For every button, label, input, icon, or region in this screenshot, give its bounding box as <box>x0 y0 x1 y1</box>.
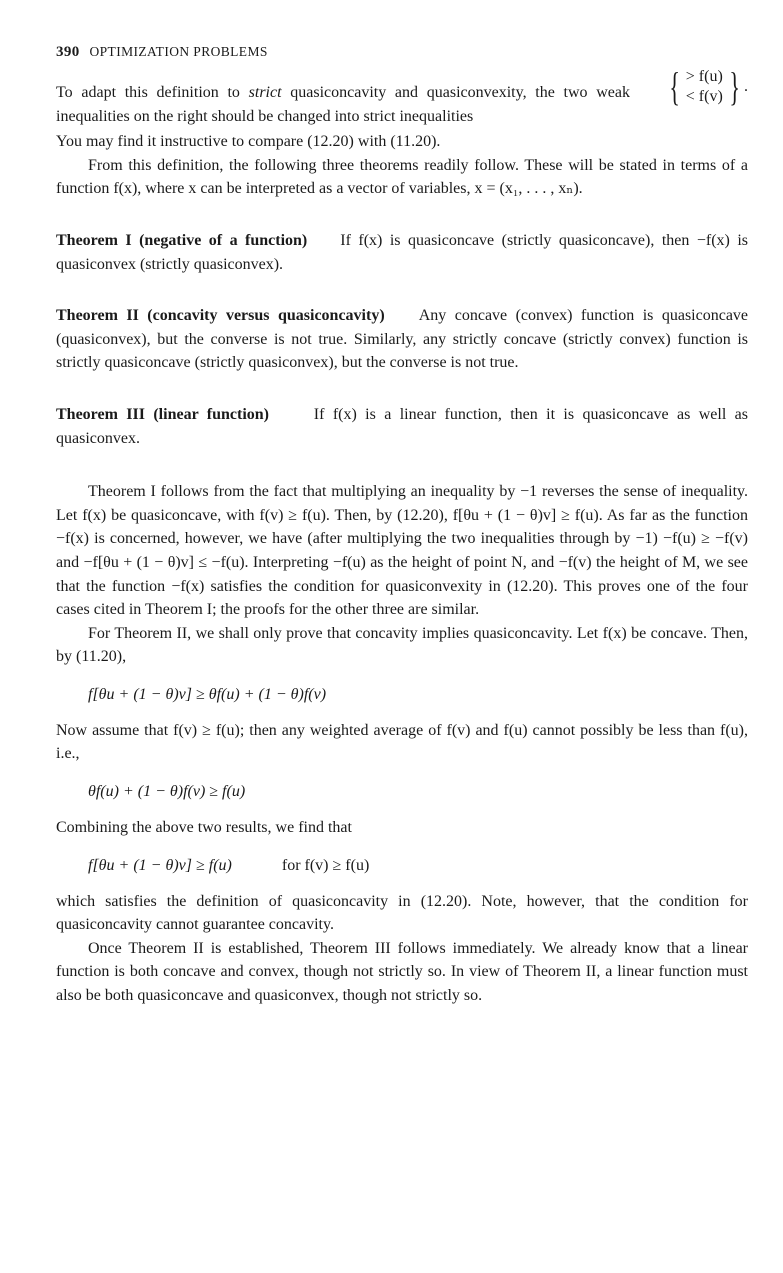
paragraph-combining: Combining the above two results, we find that <box>56 819 352 837</box>
theorem-1-text: If f(x) is quasiconcave (strictly quasiconcave), then −f(x) is quasiconvex (strictly quasiconvex). <box>56 231 749 273</box>
book-page <box>56 44 748 1008</box>
strict-inequalities-brace: { > f(u) < f(v) } . <box>668 64 748 109</box>
paragraph-theorems-intro: From this definition, the following three theorems readily follow. These will be stated in terms of a function f(x), where x can be interpreted as a vector of variables, x = (x₁, . . . , xₙ). <box>56 156 748 198</box>
paragraph-definition-satisfied: which satisfies the definition of quasiconcavity in (12.20). Note, however, that the condition for quasiconcavity cannot guarantee concavity. <box>56 892 748 934</box>
theorem-3-label: Theorem III (linear function) <box>56 405 269 423</box>
equation-weighted-average: θf(u) + (1 − θ)f(v) ≥ f(u) <box>88 783 246 801</box>
paragraph-weighted-average: Now assume that f(v) ≥ f(u); then any weighted average of f(v) and f(u) cannot possibly be less than f(u), i.e., <box>56 721 748 763</box>
theorem-1-label: Theorem I (negative of a function) <box>56 231 308 249</box>
running-header <box>56 44 748 61</box>
left-brace-glyph: { <box>668 64 680 109</box>
theorem-2-text: Any concave (convex) function is quasiconcave (quasiconvex), but the converse is not true. Similarly, any strictly concave (strictly convex) function is strictly quasiconcave (strictly quasiconvex), but the converse is not true. <box>56 307 749 372</box>
paragraph-proof-theorem-1: Theorem I follows from the fact that multiplying an inequality by −1 reverses the sense of inequality. Let f(x) be quasiconcave, with f(v) ≥ f(u). Then, by (12.20), f[θu + (1 − θ)v] ≥ f(u). As far as the function −f(x) is concerned, however, we have (after multiplying the two inequalities through by −1) −f(u) ≥ −f(v) and −f[θu + (1 − θ)v] ≤ −f(u). Interpreting −f(u) as the height of point N, and −f(v) the height of M, we see that the function −f(x) satisfies the condition for quasiconvexity in (12.20). This proves one of the four cases cited in Theorem I; the proofs for the other three are similar. <box>56 483 748 619</box>
paragraph-theorem-3-proof: Once Theorem II is established, Theorem III follows immediately. We already know that a linear function is both concave and convex, though not strictly so. In view of Theorem II, a linear function must also be both quasiconcave and quasiconvex, though not strictly so. <box>56 939 748 1005</box>
theorem-2 <box>56 304 748 375</box>
para1-text-c: quasiconcavity and quasiconvexity, the two weak inequalities on the right should be changed into strict inequalities <box>56 84 631 125</box>
equation-3-condition: for f(v) ≥ f(u) <box>281 856 370 874</box>
equation-3-lhs: f[θu + (1 − θ)v] ≥ f(u) <box>88 856 232 874</box>
para1-strict-word: strict <box>248 84 282 101</box>
paragraph-proof-theorem-2-intro: For Theorem II, we shall only prove that concavity implies quasiconcavity. Let f(x) be concave. Then, by (11.20), <box>56 624 748 666</box>
paragraph-strict-definition <box>56 64 748 128</box>
theorem-1 <box>56 229 748 276</box>
brace-top-inequality: > f(u) <box>685 68 723 85</box>
right-brace-glyph: } <box>729 64 740 109</box>
theorem-2-label: Theorem II (concavity versus quasiconcavity) <box>56 307 385 325</box>
theorem-3-text: If f(x) is a linear function, then it is quasiconcave as well as quasiconvex. <box>56 405 749 447</box>
theorem-3 <box>56 403 748 450</box>
equation-quasiconcavity <box>88 854 748 878</box>
paragraph-compare: You may find it instructive to compare (12.20) with (11.20). <box>56 133 441 151</box>
page-number: 390 <box>56 44 80 60</box>
equation-concavity: f[θu + (1 − θ)v] ≥ θf(u) + (1 − θ)f(v) <box>88 685 327 703</box>
brace-bottom-inequality: < f(v) <box>685 88 723 105</box>
para1-text-a: To adapt this definition to <box>56 84 249 101</box>
running-title: OPTIMIZATION PROBLEMS <box>89 44 268 59</box>
